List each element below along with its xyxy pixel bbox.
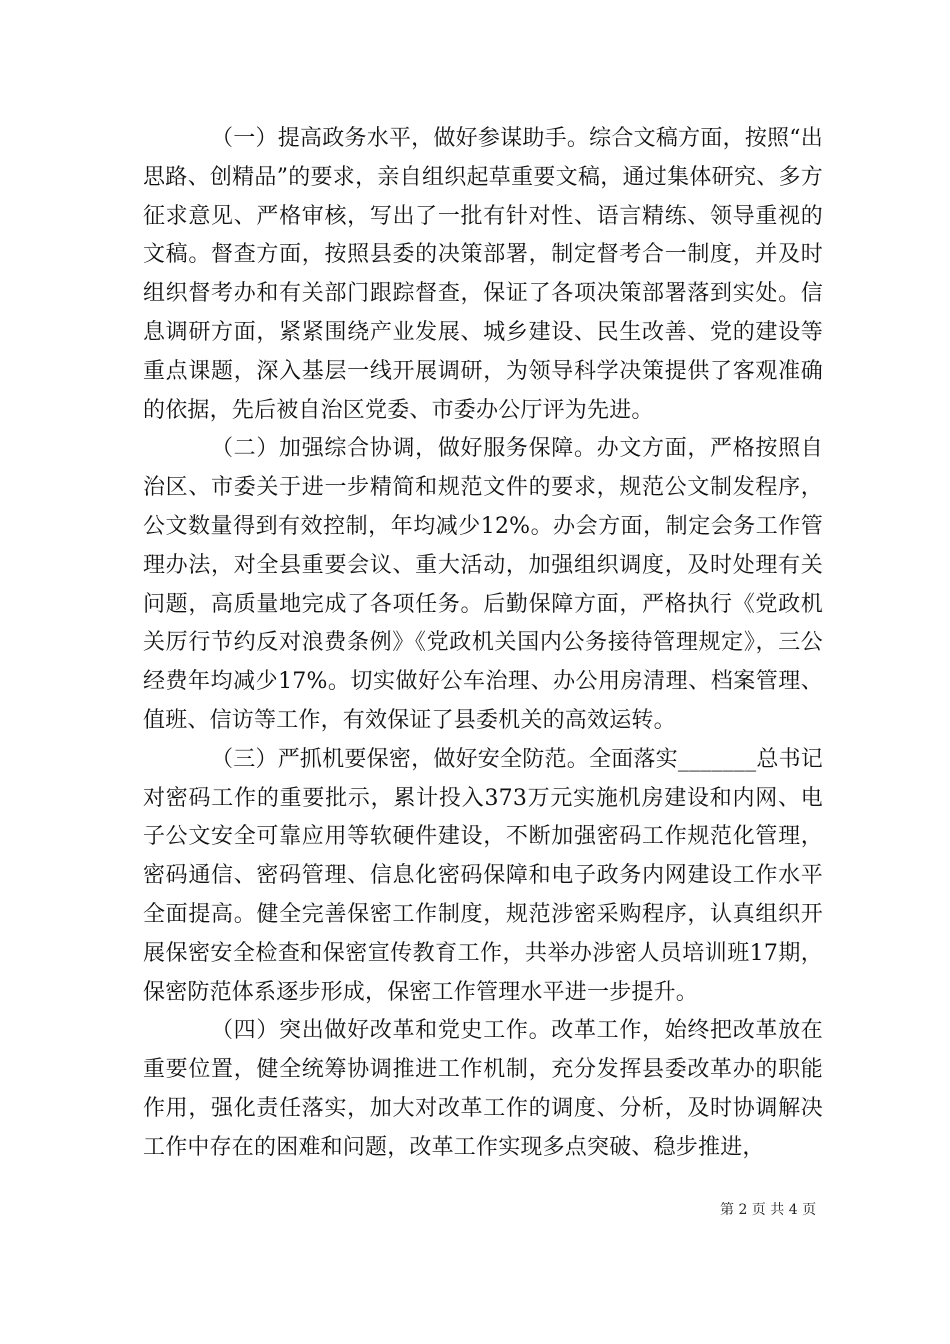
paragraph-1: （一）提高政务水平，做好参谋助手。综合文稿方面，按照“出思路、创精品”的要求，亲自组织起草重要文稿，通过集体研究、多方征求意见、严格审核，写出了一批有针对性、语言精练、领导重视的文稿。督查方面，按照县委的决策部署，制定督考合一制度，并及时组织督考办和有关部门跟踪督查，保证了各项决策部署落到实处。信息调研方面，紧紧围绕产业发展、城乡建设、民生改善、党的建设等重点课题，深入基层一线开展调研，为领导科学决策提供了客观准确的依据，先后被自治区党委、市委办公厅评为先进。 bbox=[143, 126, 823, 423]
paragraph-2: （二）加强综合协调，做好服务保障。办文方面，严格按照自治区、市委关于进一步精简和规范文件的要求，规范公文制发程序，公文数量得到有效控制，年均减少12%。办会方面，制定会务工作管理办法，对全县重要会议、重大活动，加强组织调度，及时处理有关问题，高质量地完成了各项任务。后勤保障方面，严格执行《党政机关厉行节约反对浪费条例》《党政机关国内公务接待管理规定》，三公经费年均减少17%。切实做好公车治理、办公用房清理、档案管理、值班、信访等工作，有效保证了县委机关的高效运转。 bbox=[143, 436, 823, 733]
paragraph-4: （四）突出做好改革和党史工作。改革工作，始终把改革放在重要位置，健全统筹协调推进工作机制，充分发挥县委改革办的职能作用，强化责任落实，加大对改革工作的调度、分析，及时协调解决工作中存在的困难和问题，改革工作实现多点突破、稳步推进， bbox=[143, 1018, 823, 1160]
document-body bbox=[143, 120, 823, 1168]
paragraph-3: （三）严抓机要保密，做好安全防范。全面落实_______总书记对密码工作的重要批示，累计投入373万元实施机房建设和内网、电子公文安全可靠应用等软硬件建设，不断加强密码工作规范化管理，密码通信、密码管理、信息化密码保障和电子政务内网建设工作水平全面提高。健全完善保密工作制度，规范涉密采购程序，认真组织开展保密安全检查和保密宣传教育工作，共举办涉密人员培训班17期，保密防范体系逐步形成，保密工作管理水平进一步提升。 bbox=[143, 746, 823, 1005]
page-number-footer: 第 2 页 共 4 页 bbox=[720, 1202, 817, 1218]
